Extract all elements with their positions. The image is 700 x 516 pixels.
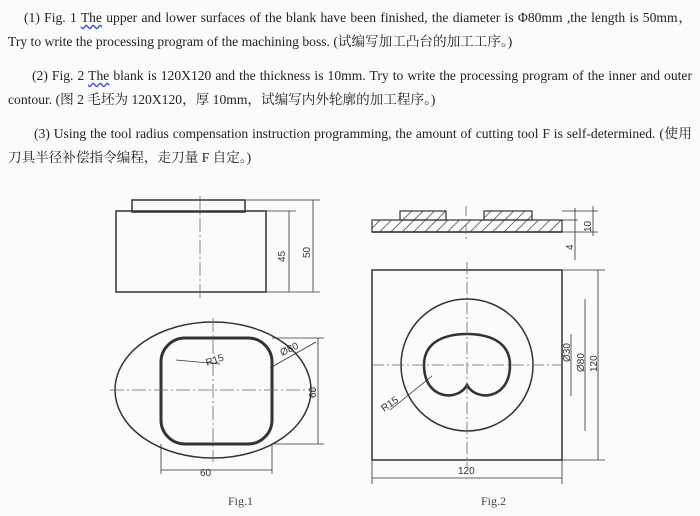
fig1-dim-45: 45 [277, 250, 288, 262]
fig1-dim-60-vertical: 60 [308, 386, 319, 398]
fig2-dim-120-horizontal: 120 [458, 466, 475, 477]
fig2-dim-120-vertical: 120 [589, 355, 600, 372]
fig2-dim-d30: Ø30 [562, 343, 573, 362]
question-1-number: (1) Fig. 1 [24, 10, 77, 25]
fig2-dim-r15: R15 [379, 394, 401, 415]
question-2-underlined-word: The [88, 68, 110, 83]
fig1-dim-r15: R15 [204, 352, 226, 369]
fig1-front-view [116, 196, 320, 298]
question-2-number: (2) Fig. 2 [32, 68, 85, 83]
fig2-caption: Fig.2 [481, 494, 507, 508]
fig2-top-view [372, 262, 605, 484]
fig1-dim-d80: Ø80 [278, 340, 301, 359]
question-2-text: blank is 120X120 and the thickness is 10mm. Try to write the processing program of the inner and outer contour. (图 2 毛坯为 120X120，厚 10mm，试编写内外轮廓的加工程序。) [8, 68, 692, 107]
fig2-dim-4: 4 [565, 244, 576, 250]
fig1-dim-50: 50 [302, 246, 313, 258]
question-1-text: upper and lower surfaces of the blank have been finished, the diameter is Φ80mm ,the length is 50mm， Try to write the processing program of the machining boss. (试编写加工凸台的加工工序。) [8, 10, 693, 49]
fig2-section-view [372, 206, 598, 260]
question-3-text: (3) Using the tool radius compensation instruction programming, the amount of cutting tool F is self-determined. (使用刀具半径补偿指令编程，走刀量 F 自定。) [8, 126, 692, 165]
fig1-drawing [110, 196, 324, 479]
fig1-dim-60-horizontal: 60 [200, 468, 212, 479]
fig2-dim-10: 10 [583, 220, 594, 232]
fig2-drawing [372, 206, 605, 484]
fig2-dim-d80: Ø80 [576, 353, 587, 372]
question-1-underlined-word: The [80, 10, 102, 25]
fig1-top-view [110, 318, 324, 474]
fig1-caption: Fig.1 [228, 494, 254, 508]
